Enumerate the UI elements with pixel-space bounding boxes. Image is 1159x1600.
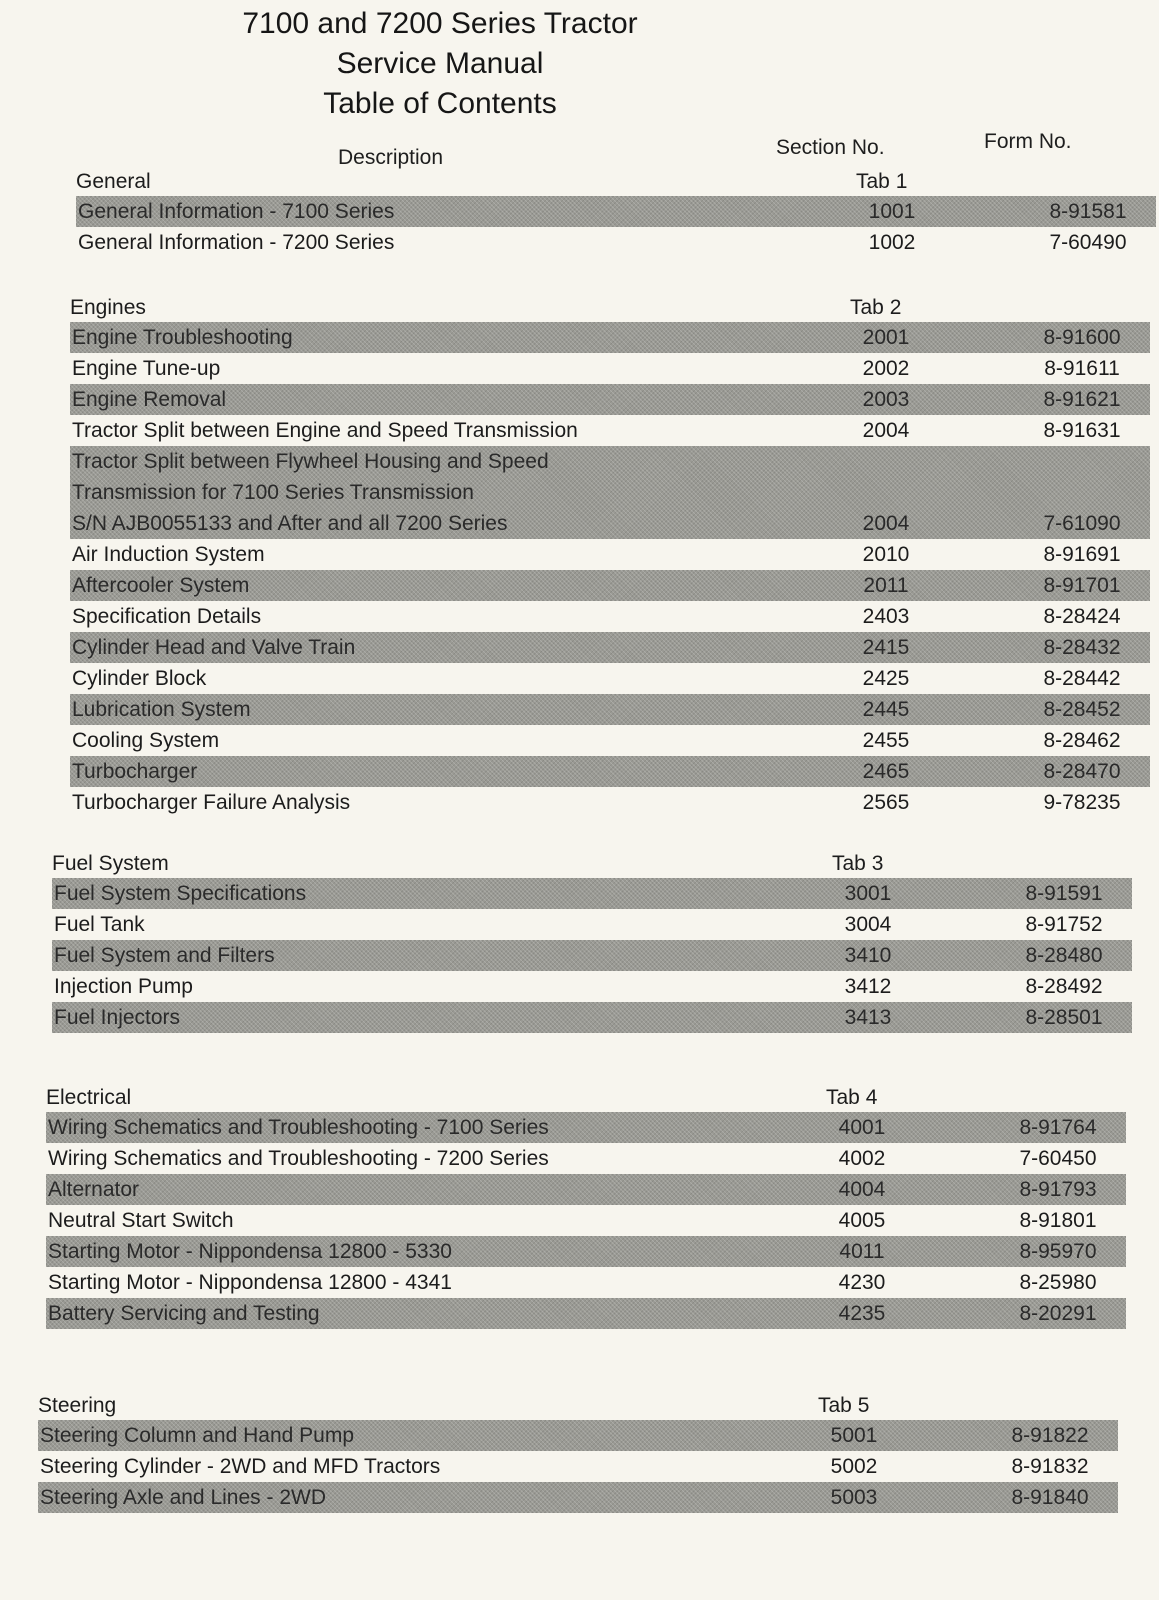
entry-description — [38, 1482, 326, 1513]
entry-section-number: 2011 — [863, 574, 909, 597]
entry-section-number: 4230 — [838, 1271, 886, 1294]
entry-section-number: 2565 — [862, 791, 910, 814]
entry-description — [70, 663, 206, 694]
entry-description-line: Tractor Split between Engine and Speed Transmission — [72, 419, 578, 442]
entry-form-number: 8-91691 — [1043, 543, 1121, 566]
entry-description-line: Lubrication System — [72, 698, 251, 721]
title-line: Table of Contents — [323, 87, 557, 120]
section-title: Engines — [70, 296, 146, 319]
entry-description-line: Turbocharger Failure Analysis — [72, 791, 351, 814]
entry-section-number: 4004 — [838, 1178, 886, 1201]
entry-section-number: 1001 — [868, 200, 916, 223]
section-title: Electrical — [46, 1086, 132, 1109]
toc-entry — [46, 1143, 1126, 1174]
entry-description-line: General Information - 7100 Series — [78, 200, 395, 223]
entry-form-number: 8-28452 — [1043, 698, 1121, 721]
entry-description — [70, 322, 293, 353]
entry-description — [70, 632, 355, 663]
toc-entry — [70, 570, 1150, 601]
toc-section — [70, 290, 1150, 818]
entry-description — [46, 1236, 452, 1267]
entry-description-line: Engine Removal — [72, 388, 227, 411]
entry-description-line: Alternator — [48, 1178, 140, 1201]
entry-form-number: 8-91581 — [1049, 200, 1127, 223]
entry-section-number: 3410 — [844, 944, 892, 967]
section-tab: Tab 2 — [850, 296, 902, 319]
entry-section-number: 4002 — [838, 1147, 886, 1170]
toc-entry — [38, 1420, 1118, 1451]
entry-description — [70, 570, 249, 601]
entry-description-line: Fuel System Specifications — [54, 882, 307, 905]
entry-description-line: Cylinder Block — [72, 667, 207, 690]
entry-description — [70, 415, 578, 446]
entry-description — [76, 196, 394, 227]
entry-form-number: 7-60450 — [1019, 1147, 1097, 1170]
entry-description-line: Injection Pump — [54, 975, 193, 998]
entry-description-line: Fuel System and Filters — [54, 944, 275, 967]
toc-entry — [52, 909, 1132, 940]
entry-form-number: 8-28432 — [1043, 636, 1121, 659]
entry-section-number: 4001 — [838, 1116, 886, 1139]
entry-form-number: 8-91822 — [1011, 1424, 1089, 1447]
entry-description — [46, 1205, 234, 1236]
entry-form-number: 8-91591 — [1025, 882, 1103, 905]
section-title: Fuel System — [52, 852, 169, 875]
entry-description-line: Tractor Split between Flywheel Housing and Speed — [72, 450, 549, 473]
entry-form-number: 7-60490 — [1049, 231, 1127, 254]
section-heading-row — [76, 164, 1156, 196]
toc-entry — [52, 878, 1132, 909]
entry-form-number: 8-91801 — [1019, 1209, 1097, 1232]
section-tab: Tab 4 — [826, 1086, 878, 1109]
entry-description — [46, 1267, 452, 1298]
toc-entry — [70, 384, 1150, 415]
entry-form-number: 8-91793 — [1019, 1178, 1097, 1201]
toc-entry — [46, 1236, 1126, 1267]
entry-section-number: 2002 — [862, 357, 910, 380]
entry-description — [70, 353, 220, 384]
entry-section-number: 2004 — [862, 512, 910, 535]
entry-description — [38, 1451, 440, 1482]
entry-form-number: 8-28470 — [1043, 760, 1121, 783]
entry-description — [76, 227, 394, 258]
entry-form-number: 8-28424 — [1043, 605, 1121, 628]
section-heading-row — [52, 846, 1132, 878]
toc-section — [38, 1388, 1118, 1513]
toc-entry — [70, 539, 1150, 570]
section-tab: Tab 3 — [832, 852, 884, 875]
entry-section-number: 2445 — [862, 698, 910, 721]
entry-section-number: 5001 — [830, 1424, 878, 1447]
entry-form-number: 8-25980 — [1019, 1271, 1097, 1294]
toc-entry — [52, 971, 1132, 1002]
title-line: 7100 and 7200 Series Tractor — [242, 7, 638, 40]
entry-description-line: Steering Cylinder - 2WD and MFD Tractors — [40, 1455, 441, 1478]
entry-description-line: Steering Axle and Lines - 2WD — [40, 1486, 326, 1509]
entry-description-line: Turbocharger — [72, 760, 198, 783]
entry-section-number: 2465 — [862, 760, 910, 783]
toc-entry — [46, 1267, 1126, 1298]
entry-description — [52, 878, 306, 909]
entry-form-number: 8-28480 — [1025, 944, 1103, 967]
column-header-section: Section No. — [776, 136, 885, 159]
entry-section-number: 3004 — [844, 913, 892, 936]
entry-form-number: 8-28492 — [1025, 975, 1103, 998]
entry-form-number: 8-91752 — [1025, 913, 1103, 936]
entry-description-line: Fuel Injectors — [54, 1006, 181, 1029]
toc-entry — [70, 756, 1150, 787]
entry-description — [38, 1420, 354, 1451]
entry-form-number: 8-28442 — [1043, 667, 1121, 690]
entry-description-line: Wiring Schematics and Troubleshooting - 7100 Series — [48, 1116, 549, 1139]
entry-section-number: 5002 — [830, 1455, 878, 1478]
title-line: Service Manual — [336, 47, 544, 80]
entry-description — [46, 1143, 549, 1174]
toc-entry — [70, 322, 1150, 353]
entry-description-line: Fuel Tank — [54, 913, 145, 936]
page-title — [150, 4, 730, 124]
entry-form-number: 7-61090 — [1043, 512, 1121, 535]
toc-entry — [70, 632, 1150, 663]
entry-description — [70, 725, 219, 756]
entry-form-number: 8-91832 — [1011, 1455, 1089, 1478]
entry-description — [52, 940, 275, 971]
toc-section — [46, 1080, 1126, 1329]
entry-section-number: 3413 — [844, 1006, 892, 1029]
toc-entry — [70, 446, 1150, 539]
toc-entry — [46, 1205, 1126, 1236]
column-header-description: Description — [338, 146, 444, 169]
section-heading-row — [38, 1388, 1118, 1420]
entry-form-number: 8-91701 — [1043, 574, 1121, 597]
entry-description-line: Engine Troubleshooting — [72, 326, 293, 349]
entry-description-line: Air Induction System — [72, 543, 265, 566]
entry-section-number: 1002 — [868, 231, 916, 254]
entry-section-number: 4011 — [839, 1240, 885, 1263]
entry-description — [70, 384, 226, 415]
toc-section — [52, 846, 1132, 1033]
entry-section-number: 2425 — [862, 667, 910, 690]
toc-entry — [46, 1298, 1126, 1329]
entry-section-number: 2455 — [862, 729, 910, 752]
entry-description-line: Wiring Schematics and Troubleshooting - 7200 Series — [48, 1147, 549, 1170]
entry-section-number: 2003 — [862, 388, 910, 411]
entry-description — [70, 446, 549, 539]
entry-form-number: 8-91621 — [1043, 388, 1121, 411]
entry-section-number: 2004 — [862, 419, 910, 442]
toc-entry — [76, 196, 1156, 227]
entry-section-number: 2403 — [862, 605, 910, 628]
entry-form-number: 8-91611 — [1044, 357, 1120, 380]
entry-form-number: 8-28501 — [1025, 1006, 1103, 1029]
entry-section-number: 2415 — [862, 636, 910, 659]
entry-form-number: 8-91840 — [1011, 1486, 1089, 1509]
section-tab: Tab 5 — [818, 1394, 870, 1417]
toc-entry — [70, 725, 1150, 756]
entry-description — [46, 1174, 139, 1205]
entry-form-number: 8-91764 — [1019, 1116, 1097, 1139]
entry-description-line: General Information - 7200 Series — [78, 231, 395, 254]
entry-description — [52, 971, 193, 1002]
entry-description — [70, 539, 265, 570]
section-heading-row — [70, 290, 1150, 322]
entry-form-number: 8-20291 — [1019, 1302, 1097, 1325]
entry-description — [70, 601, 261, 632]
toc-entry — [70, 787, 1150, 818]
entry-description — [70, 694, 251, 725]
section-title: Steering — [38, 1394, 117, 1417]
toc-entry — [70, 601, 1150, 632]
entry-section-number: 4235 — [838, 1302, 886, 1325]
entry-description-line: Steering Column and Hand Pump — [40, 1424, 355, 1447]
entry-section-number: 3412 — [844, 975, 892, 998]
toc-entry — [70, 353, 1150, 384]
section-title: General — [76, 170, 151, 193]
entry-description-line: Transmission for 7100 Series Transmission — [72, 481, 474, 504]
toc-entry — [38, 1482, 1118, 1513]
entry-description-line: Starting Motor - Nippondensa 12800 - 4341 — [48, 1271, 452, 1294]
section-tab: Tab 1 — [856, 170, 908, 193]
entry-description-line: Engine Tune-up — [72, 357, 221, 380]
entry-section-number: 5003 — [830, 1486, 878, 1509]
entry-description-line: Cylinder Head and Valve Train — [72, 636, 356, 659]
entry-description-line: Specification Details — [72, 605, 262, 628]
column-header-form: Form No. — [984, 130, 1072, 153]
entry-form-number: 8-91631 — [1043, 419, 1121, 442]
toc-entry — [52, 940, 1132, 971]
entry-description — [52, 1002, 180, 1033]
entry-form-number: 8-28462 — [1043, 729, 1121, 752]
toc-entry — [76, 227, 1156, 258]
toc-entry — [46, 1174, 1126, 1205]
entry-description-line: S/N AJB0055133 and After and all 7200 Series — [72, 512, 508, 535]
toc-entry — [46, 1112, 1126, 1143]
entry-form-number: 8-91600 — [1043, 326, 1121, 349]
entry-description — [46, 1298, 320, 1329]
entry-description-line: Neutral Start Switch — [48, 1209, 234, 1232]
entry-description — [70, 756, 197, 787]
section-heading-row — [46, 1080, 1126, 1112]
entry-form-number: 8-95970 — [1019, 1240, 1097, 1263]
entry-description — [52, 909, 145, 940]
toc-entry — [52, 1002, 1132, 1033]
entry-description-line: Battery Servicing and Testing — [48, 1302, 320, 1325]
toc-section — [76, 164, 1156, 258]
entry-description-line: Cooling System — [72, 729, 220, 752]
toc-entry — [70, 694, 1150, 725]
toc-entry — [70, 663, 1150, 694]
entry-section-number: 3001 — [844, 882, 892, 905]
toc-entry — [38, 1451, 1118, 1482]
entry-description-line: Aftercooler System — [72, 574, 250, 597]
entry-description — [46, 1112, 549, 1143]
toc-entry — [70, 415, 1150, 446]
entry-description-line: Starting Motor - Nippondensa 12800 - 5330 — [48, 1240, 452, 1263]
entry-section-number: 2010 — [862, 543, 910, 566]
entry-section-number: 4005 — [838, 1209, 886, 1232]
entry-description — [70, 787, 350, 818]
entry-section-number: 2001 — [862, 326, 910, 349]
entry-form-number: 9-78235 — [1043, 791, 1121, 814]
